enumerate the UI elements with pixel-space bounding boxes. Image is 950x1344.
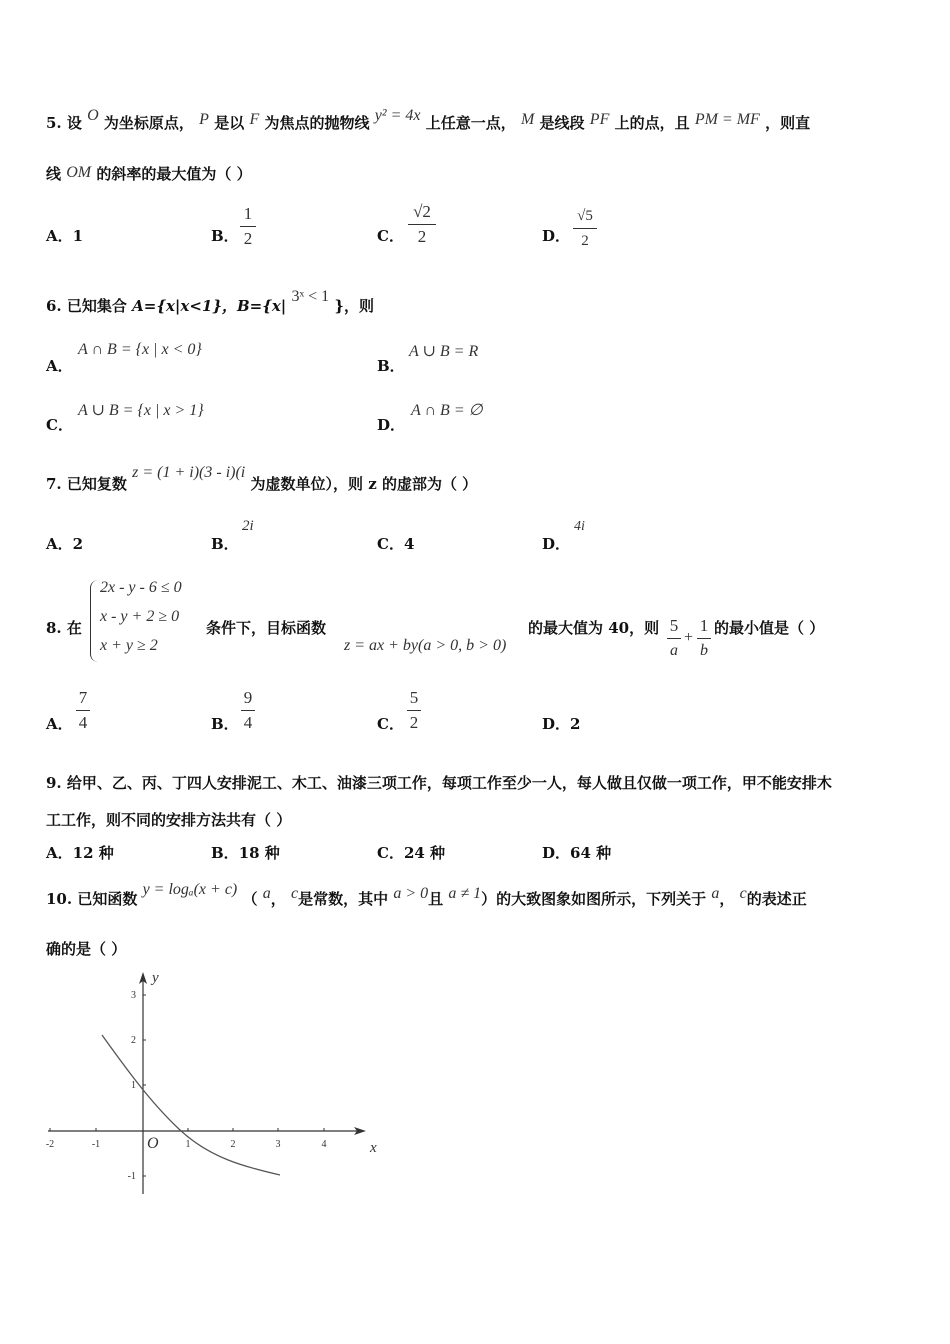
q8-option-c-num: 5 bbox=[409, 688, 419, 707]
q8-option-a-num: 7 bbox=[78, 688, 88, 707]
q6-option-a-label[interactable]: A． bbox=[46, 357, 73, 375]
q5-option-a-value: 1 bbox=[72, 227, 84, 245]
q7-option-a-value: 2 bbox=[72, 535, 84, 553]
q5-text1: 为坐标原点， bbox=[103, 114, 194, 132]
q9-option-d-label: D． bbox=[542, 844, 571, 862]
q8-suffix: 的最小值是（ ） bbox=[714, 619, 825, 637]
q10-function: y = logₐ(x + c) bbox=[142, 881, 238, 898]
q8-option-c-den: 2 bbox=[409, 713, 419, 732]
q8-option-a-fraction bbox=[76, 688, 90, 733]
q6-option-c-expr: A ∪ B = {x | x > 1} bbox=[78, 402, 204, 419]
q7-option-c-label: C． bbox=[377, 535, 404, 553]
q10-a1: a bbox=[262, 885, 271, 902]
q9-option-d[interactable] bbox=[542, 842, 611, 863]
q5-PF: PF bbox=[589, 111, 610, 128]
q5-text2: 是以 bbox=[214, 114, 245, 132]
q8-constraint-2: x - y + 2 ≥ 0 bbox=[100, 608, 180, 625]
q5-option-b-den: 2 bbox=[243, 229, 253, 248]
q6-option-b-expr: A ∪ B = R bbox=[409, 343, 479, 360]
y-tick-label: 1 bbox=[131, 1080, 136, 1091]
q5-F: F bbox=[249, 111, 260, 128]
q8-option-c-label[interactable]: C． bbox=[377, 715, 404, 733]
q6-inequality: 3ˣ < 1 bbox=[291, 288, 330, 305]
q6-option-b-label[interactable]: B． bbox=[377, 357, 405, 375]
q7-option-b-value: 2i bbox=[242, 518, 254, 534]
q5-text5: 是线段 bbox=[539, 114, 585, 132]
q10-prefix: 10. 已知函数 bbox=[46, 890, 138, 908]
q10-cond2: a ≠ 1 bbox=[448, 885, 482, 902]
q10-text4: 的表述正 bbox=[746, 890, 807, 908]
q7-stem bbox=[46, 464, 478, 494]
x-tick-label: -1 bbox=[91, 1139, 101, 1150]
q9-option-a[interactable] bbox=[46, 842, 114, 863]
q9-option-a-label: A． bbox=[46, 844, 73, 862]
q9-line1: 9. 给甲、乙、丙、丁四人安排泥工、木工、油漆三项工作，每项工作至少一人，每人做且仅做一项工作，甲不能安排木 bbox=[46, 774, 832, 792]
q5-condition: PM = MF bbox=[694, 111, 760, 128]
q5-option-c-fraction bbox=[408, 202, 436, 247]
y-tick-label: 3 bbox=[131, 990, 136, 1001]
q8-constraint-3: x + y ≥ 2 bbox=[100, 637, 158, 654]
q10-line1 bbox=[46, 881, 807, 909]
x-tick-label: 1 bbox=[185, 1139, 191, 1150]
q8-max: 的最大值为 40，则 bbox=[528, 619, 660, 637]
q9-option-c-value: 24 种 bbox=[403, 844, 446, 862]
q8-mid: 条件下，目标函数 bbox=[206, 619, 327, 637]
q10-line2: 确的是（ ） bbox=[46, 940, 127, 958]
q10-comma1: ， bbox=[270, 890, 286, 908]
q7-option-a[interactable] bbox=[46, 533, 83, 554]
q7-option-c-value: 4 bbox=[403, 535, 415, 553]
q10-c1: c bbox=[290, 885, 299, 902]
q10-a2: a bbox=[711, 885, 720, 902]
q5-text3: 为焦点的抛物线 bbox=[264, 114, 370, 132]
q5-option-c-label[interactable]: C． bbox=[377, 227, 404, 245]
x-axis-label: x bbox=[370, 1140, 377, 1156]
q5-option-c-num: √2 bbox=[413, 202, 431, 221]
q5-line2-prefix: 线 bbox=[46, 165, 62, 183]
q5-text4: 上任意一点， bbox=[425, 114, 516, 132]
q5-option-a[interactable] bbox=[46, 225, 83, 246]
q9-option-b[interactable] bbox=[211, 842, 280, 863]
q5-O: O bbox=[87, 107, 99, 124]
q5-OM: OM bbox=[66, 164, 92, 181]
q5-option-b-fraction bbox=[240, 204, 256, 249]
q8-constraint-brace bbox=[90, 580, 99, 662]
q6-option-d-expr: A ∩ B = ∅ bbox=[411, 402, 483, 419]
q8-option-b-num: 9 bbox=[243, 688, 253, 707]
q7-suffix: 为虚数单位），则 z 的虚部为（ ） bbox=[250, 475, 478, 493]
q5-P: P bbox=[199, 111, 209, 128]
q5-line2 bbox=[46, 163, 252, 184]
q9-option-d-value: 64 种 bbox=[570, 844, 612, 862]
q8-fraction-1 bbox=[667, 616, 681, 661]
q8-option-d-value: 2 bbox=[570, 715, 581, 733]
q8-fraction-2-num: 1 bbox=[699, 616, 709, 635]
q5-option-d-label[interactable]: D． bbox=[542, 227, 571, 245]
q8-constraint-1: 2x - y - 6 ≤ 0 bbox=[100, 579, 182, 596]
q10-text2: 是常数，其中 bbox=[298, 890, 389, 908]
q5-option-d-fraction bbox=[573, 206, 597, 251]
q10-graph bbox=[40, 962, 390, 1202]
q5-line2-suffix: 的斜率的最大值为（ ） bbox=[96, 165, 252, 183]
x-tick-label: 4 bbox=[321, 1139, 327, 1150]
q7-option-d-value: 4i bbox=[574, 519, 585, 534]
q5-option-d-den: 2 bbox=[581, 233, 589, 249]
q8-option-b-den: 4 bbox=[243, 713, 253, 732]
q5-option-a-label: A． bbox=[46, 227, 73, 245]
q10-text3: ）的大致图象如图所示，下列关于 bbox=[481, 890, 707, 908]
q8-fraction-2 bbox=[697, 616, 711, 661]
q9-option-a-value: 12 种 bbox=[72, 844, 114, 862]
q8-objective: z = ax + by(a > 0, b > 0) bbox=[344, 637, 507, 654]
q6-prefix: 6. 已知集合 bbox=[46, 297, 127, 315]
q7-option-c[interactable] bbox=[377, 533, 414, 554]
q9-line2: 工工作，则不同的安排方法共有（ ） bbox=[46, 811, 292, 829]
x-tick-label: 3 bbox=[275, 1139, 281, 1150]
q10-comma2: ， bbox=[719, 890, 735, 908]
q6-option-d-label[interactable]: D． bbox=[377, 416, 406, 434]
q6-setA: A={x|x<1}，B={x| bbox=[132, 297, 287, 315]
q8-option-a-den: 4 bbox=[78, 713, 88, 732]
q5-option-d-num: √5 bbox=[577, 208, 593, 224]
x-tick-label: -2 bbox=[45, 1139, 55, 1150]
q6-option-a-expr: A ∩ B = {x | x < 0} bbox=[78, 341, 202, 358]
q9-option-b-label: B． bbox=[211, 844, 239, 862]
q7-prefix: 7. 已知复数 bbox=[46, 475, 127, 493]
q5-parabola: y² = 4x bbox=[374, 107, 421, 124]
q8-option-b-fraction bbox=[241, 688, 255, 733]
q8-option-c-fraction bbox=[407, 688, 421, 733]
q10-text1: （ bbox=[242, 890, 258, 908]
q6-suffix: }，则 bbox=[334, 297, 375, 315]
q9-option-b-value: 18 种 bbox=[238, 844, 280, 862]
q9-option-c[interactable] bbox=[377, 842, 445, 863]
q5-text6: 上的点，且 bbox=[614, 114, 690, 132]
q8-option-b-label[interactable]: B． bbox=[211, 715, 239, 733]
q5-option-c-den: 2 bbox=[417, 227, 427, 246]
q10-and: 且 bbox=[428, 890, 444, 908]
q5-line1 bbox=[46, 107, 811, 133]
q6-option-c-label[interactable]: C． bbox=[46, 416, 73, 434]
origin-label: O bbox=[147, 1135, 159, 1152]
q10-c2: c bbox=[739, 885, 747, 902]
q6-stem bbox=[46, 288, 375, 316]
q8-fraction-2-den: b bbox=[700, 642, 708, 659]
y-axis-label: y bbox=[152, 970, 159, 986]
y-tick-label: -1 bbox=[127, 1171, 136, 1182]
q8-option-d[interactable] bbox=[542, 713, 580, 734]
q5-option-b-label[interactable]: B． bbox=[211, 227, 239, 245]
q8-fraction-1-num: 5 bbox=[669, 616, 679, 635]
q5-option-b-num: 1 bbox=[243, 204, 253, 223]
x-tick-label: 2 bbox=[230, 1139, 236, 1150]
q9-option-c-label: C． bbox=[377, 844, 404, 862]
q8-option-a-label[interactable]: A． bbox=[46, 715, 73, 733]
q8-prefix: 8. 在 bbox=[46, 619, 82, 637]
q7-option-a-label: A． bbox=[46, 535, 73, 553]
q5-number: 5. 设 bbox=[46, 114, 82, 132]
q8-plus: + bbox=[684, 629, 694, 646]
function-curve bbox=[102, 1035, 280, 1175]
y-tick-label: 2 bbox=[131, 1035, 136, 1046]
q5-M: M bbox=[520, 111, 535, 128]
q8-option-d-label: D． bbox=[542, 715, 571, 733]
q7-option-b-label[interactable]: B． bbox=[211, 535, 239, 553]
q7-option-d-label[interactable]: D． bbox=[542, 535, 571, 553]
q7-expr: z = (1 + i)(3 - i)(i bbox=[132, 464, 246, 481]
q5-text7: ，则直 bbox=[765, 114, 811, 132]
q8-fraction-1-den: a bbox=[670, 642, 678, 659]
q10-cond1: a > 0 bbox=[393, 885, 429, 902]
